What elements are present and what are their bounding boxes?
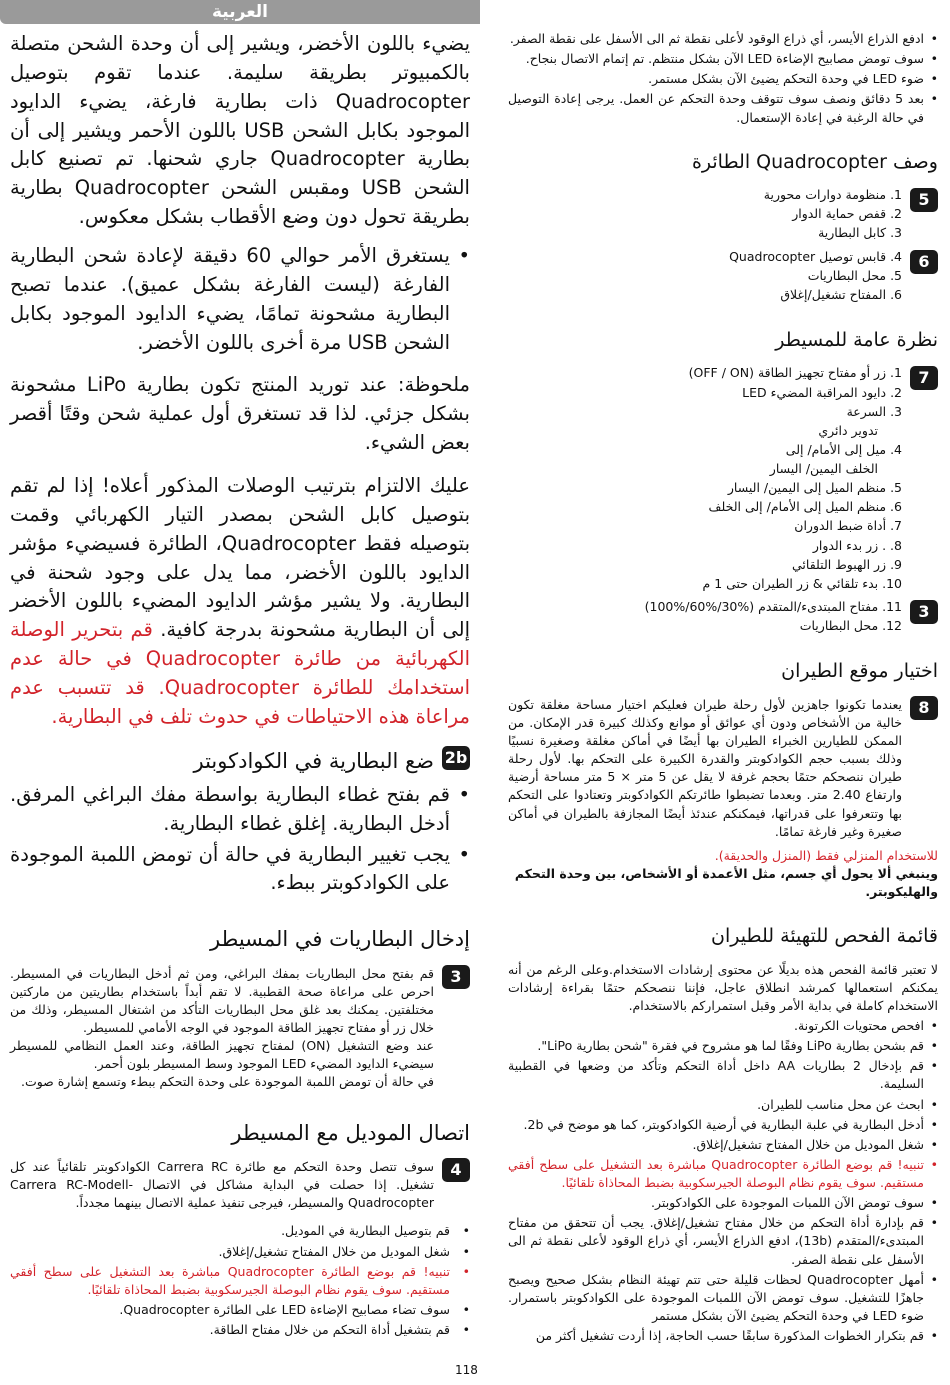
overview-title: نظرة عامة للمسيطر — [775, 328, 938, 351]
overview-item: 5. منظم الميل إلى اليمين/ اليسار — [727, 480, 902, 496]
flight-site-title: اختيار موقع الطيران — [781, 660, 938, 683]
lipo-note: ملحوظة: عند توريد المنتج تكون بطارية LiPo مشحونة بشكل جزئي. لذا قد تستغرق أول عملية شحن وقتًا أقصر بعض الشيء. — [10, 373, 470, 455]
step-3-extra: عند وضع التشغيل (ON) لمفتاح تجهيز الطاقة، وعند العمل النظامي للمسيطر سيضيء الدايود المضيء LED الموجود وسط المسيطر بلون أحمر. — [10, 1038, 434, 1072]
line-of-sight-note: وينبغي ألا يحول أي جسم، مثل الأعمدة أو الأشخاص، بين وحدة التحكم والهليكوبتر. — [514, 865, 938, 900]
checklist — [508, 1017, 938, 1345]
figure-badge-3: 3 — [442, 965, 470, 989]
overview-group-7 — [508, 364, 938, 594]
description-item: 3. كابل البطارية — [818, 225, 902, 241]
description-item: 1. منظومة دوارات محورية — [763, 187, 902, 203]
pairing-bullet: • سوف تضاء مصابيح الإضاءة LED على الطائرة Quadrocopter. — [10, 1301, 470, 1319]
checklist-item: • قم بإدارة أداة التحكم من خلال مفتاح تشغيل/إغلاق. يجب أن تتحقق من مفتاح المبتدىء/المتقدم (13b)، ادفع الذراع الأيسر، أي ذراع الوقود لأعلى نقطة ثم الى الأسفل على نقطة الصفر. — [508, 1214, 938, 1268]
figure-badge-4: 4 — [442, 1158, 470, 1182]
pairing-bullet: • قم بتوصيل البطارية في الموديل. — [10, 1222, 470, 1240]
description-item: 2. قفص حماية الدوار — [792, 206, 902, 222]
step-3-extra: في حالة أن تومض اللمبة الموجودة على وحدة التحكم ببطء وتسمع إشارة صوت. — [20, 1074, 434, 1090]
checklist-item: • قم بتكرار الخطوات المذكورة سابقًا حسب الحاجة، إذا أردت تشغيل أكثر من — [508, 1327, 938, 1345]
flight-site-block — [508, 696, 938, 841]
overview-item: 3. السرعة — [846, 403, 902, 419]
description-item: 5. محل البطاريات — [807, 267, 902, 283]
charging-time-bullet: • يستغرق الأمر حوالي 60 دقيقة لإعادة شحن البطارية الفارغة (ليست الفارغة بشكل عميق). عندما تصبح البطارية مشحونة تمامًا، يضيء الدايود الموجود بكابل الشحن USB مرة أخرى باللون الأخضر. — [10, 242, 470, 357]
battery-insert-bullet: • قم بفتح غطاء البطارية بواسطة مفك البراغي المرفق. أدخل البطارية. إغلق غطاء البطارية. — [10, 781, 470, 839]
pairing-warning-bullet: • تنبيه! قم بوضع الطائرة Quadrocopter مباشرة بعد التشغيل على سطح أفقي مستقيم. سوف يقوم نظام البوصلة الجيرسكوبية بضبط المحاذاة تلقائيًا. — [10, 1263, 470, 1299]
checklist-item: • قم بشحن بطارية LiPo وفقًا لما هو مشروح في فقرة "شحن بطارية LiPo". — [508, 1037, 938, 1055]
figure-badge-2b: 2b — [442, 746, 470, 770]
top-bullet: • بعد 5 دقائق ونصف سوف تتوقف وحدة التحكم عن العمل. يرجى إعادة التوصيل في حالة الرغبة في إعادة الإستعمال. — [508, 90, 938, 126]
battery-insert-heading — [10, 746, 470, 777]
overview-item: 7. أداة ضبط الدوران — [794, 518, 902, 534]
checklist-item: • سوف تومض الآن اللمبات الموجودة على الكوادكوبتر. — [508, 1194, 938, 1212]
step-3 — [10, 965, 470, 1092]
figure-badge-3: 3 — [910, 600, 938, 624]
pairing-bullet: • شغل الموديل من خلال المفتاح تشغيل/إغلاق. — [10, 1243, 470, 1261]
checklist-title: قائمة الفحص للتهيئة للطيران — [710, 925, 938, 948]
flight-site-text: يعندما تكونوا جاهزين لأول رحلة طيران فعليكم اختيار مساحة مغلقة تكون خالية من الأشخاص ودون أي عوائق أو موانع وكذلك كبيرة قدر الإمكان. من الممكن للطيارين الخبراء الطيران بها أيضًا في أماكن مغلقة وصغيرة نسبيًا وذلك بسبب حجم الكوادكوبتر والقدرة الكبيرة على التحكم بها. لأول رحلة طيران ننصحكم حتمًا بحجم غرفة لا يقل عن 5 متر × 5 متر مساحة أرضية وارتفاع 2.40 متر. وبعدما تضبطوا طائرتكم الكوادكوبتر وتعتادوا على التحكم بها وتتعرفوا على قدراتها، فيمكنكم عندئذ أيضًا المجازفة بالطيران في أماكن صغيرة وغير فارغة تمامًا. — [508, 696, 902, 839]
connection-order-text: عليك الالتزام بترتيب الوصلات المذكور أعلاه! إذا لم تقم بتوصيل كابل الشحن بمصدر التيار الكهربائي وقمت بتوصيله فقط Quadrocopter، الطائرة فسيضيء مؤشر الدايود باللون الأخضر، مما يدل على وجود شحنة في البطارية. ولا يشير مؤشر الدايود المضيء باللون الأخضر إلى أن البطارية مشحونة بدرجة كافية. — [10, 474, 470, 642]
checklist-item: • افحص محتويات الكرتونة. — [508, 1017, 938, 1035]
battery-insert-bullets — [10, 781, 470, 898]
checklist-warning-item: • تنبيه! قم بوضع الطائرة Quadrocopter مباشرة بعد التشغيل على سطح أفقي مستقيم. سوف يقوم نظام البوصلة الجيرسكوبية بضبط المحاذاة تلقائيًا. — [508, 1156, 938, 1192]
home-use-note: للاستخدام المنزلي فقط (المنزل والحديقة). — [714, 847, 938, 863]
step-3-text: قم بفتح محل البطاريات بمفك البراغي، ومن ثم أدخل البطاريات في المسيطر. احرص على مراعاة صحة القطبية. لا تقم أبداً باستخدام بطاريتين من ماركتين مختلفتين. يمكنك بعد غلق محل البطاريات التأكد من اشتغال المسيطر، وذلك من خلال زر أو مفتاح تجهيز الطاقة الموجود في الوجه الأمامي للمسيطر. — [10, 965, 434, 1036]
figure-badge-7: 7 — [910, 366, 938, 390]
top-bullet: • سوف تومض مصابيح الإضاءة LED الآن بشكل منتظم. تم إتمام الاتصال بنجاح. — [508, 50, 938, 68]
checklist-intro: لا تعتبر قائمة الفحص هذه بديلًا عن محتوى إرشادات الاستخدام.وعلى الرغم من أنه يمكنكم استعمالها كمرشد انطلاق عاجل، فإننا ننصحكم حتمًا بقراءة إرشادات الاستخدام كاملة في بداية الأمر وقبل استمراركم بالاستخدام. — [508, 961, 938, 1013]
overview-item: 4. ميل إلى الأمام/ إلى — [785, 441, 902, 457]
description-group-5 — [508, 186, 938, 243]
description-group-6 — [508, 248, 938, 305]
overview-group-3 — [508, 598, 938, 636]
top-bullet: • ادفع الذراع الأيسر، أي ذراع الوقود لأعلى نقطة ثم الى الأسفل على نقطة الصفر. — [508, 30, 938, 48]
right-column — [10, 30, 470, 1347]
connection-order-paragraph — [10, 472, 470, 732]
page-number: 118 — [455, 1363, 478, 1377]
overview-item: 9. زر الهبوط التلقائي — [792, 556, 902, 572]
checklist-item: • أمهل Quadrocopter لحظات قليلة حتى تتم تهيئة النظام بشكل صحيح ويصبح جاهزًا للتشغيل. سوف تومض الآن اللمبات الموجودة على الكوادكوبتر باستمرار. ضوء LED في وحدة التحكم يضيئ الآن بشكل مستمر — [508, 1271, 938, 1325]
overview-item: 12. محل البطاريات — [799, 618, 902, 634]
step-4-text: سوف تتصل وحدة التحكم مع طائرة Carrera RC الكوادكوبتر تلقائياً عند كل تشغيل. إذا حصلت في البداية مشاكل في الاتصال Carrera RC-Modell-Quadrocopter والمسيطر، فيرجى تنفيذ عملية الاتصال بينهما مجدداً. — [10, 1159, 435, 1211]
overview-item: 10. بدء تلقائي & زر الطيران حتى 1 م — [702, 575, 902, 591]
disconnect-warning: قم بتحرير الوصلة الكهربائية من طائرة Quadrocopter في حالة عدم استخدامك للطائرة Quadrocopter. قد تتسبب عدم مراعاة هذه الاحتياطات في حدوث تلف في البطارية. — [10, 618, 470, 728]
figure-badge-5: 5 — [910, 188, 938, 212]
overview-item: الخلف اليمين/ اليسار — [769, 461, 878, 477]
checklist-item: • أدخل البطارية في علبة البطارية في أرضية الكوادكوبتر، كما هو موضح في 2b. — [508, 1116, 938, 1134]
description-item: 4. قابس توصيل Quadrocopter — [729, 248, 902, 264]
overview-item: 6. منظم الميل إلى الأمام/ إلى الخلف — [708, 499, 902, 515]
top-bullet: • ضوء LED في وحدة التحكم يضيئ الآن بشكل مستمر. — [508, 70, 938, 88]
pairing-bullets — [10, 1222, 470, 1339]
checklist-item: • قم بإدخال 2 بطاريات AA داخل أداة التحكم وتأكد من وضعها في القطبية السليمة. — [508, 1057, 938, 1093]
checklist-item: • ابحث عن محل مناسب للطيران. — [508, 1096, 938, 1114]
overview-item: 1. زر أو مفتاح تجهيز الطاقة (OFF / ON) — [688, 365, 902, 381]
figure-badge-6: 6 — [910, 250, 938, 274]
overview-item: 8. . زر بدء الدوار — [812, 537, 902, 553]
overview-item: 11. مفتاح المبتدىء/المتقدم (%30/%60/%100) — [644, 598, 902, 614]
description-title: وصف Quadrocopter الطائرة — [691, 150, 938, 173]
top-bullets — [508, 30, 938, 127]
pairing-title: اتصال الموديل مع المسيطر — [231, 1120, 470, 1145]
battery-insert-bullet: • يجب تغيير البطارية في حالة أن تومض اللمبة الموجودة على الكوادكوبتر ببطء. — [10, 841, 470, 899]
figure-badge-8: 8 — [910, 696, 938, 720]
language-header: العربية — [0, 0, 480, 24]
left-column — [508, 30, 938, 1353]
overview-item: 2. دايود المراقبة المضيء LED — [742, 384, 902, 400]
battery-insert-title: ضع البطارية في الكوادكوبتر — [193, 748, 434, 773]
pairing-bullet: • قم بتشغيل أداة التحكم من خلال مفتاح الطاقة. — [10, 1321, 470, 1339]
overview-item: تدوير دائري — [818, 422, 878, 438]
controller-batteries-title: إدخال البطاريات في المسيطر — [210, 927, 470, 952]
step-4 — [10, 1158, 470, 1212]
checklist-item: • شغل الموديل من خلال المفتاح تشغيل/إغلاق. — [508, 1136, 938, 1154]
charging-bullets — [10, 242, 470, 357]
description-item: 6. المفتاح تشغيل/إغلاق — [780, 286, 902, 302]
charging-paragraph: يضيء باللون الأخضر، ويشير إلى أن وحدة الشحن متصلة بالكمبيوتر بطريقة سليمة. عندما تقوم بتوصيل Quadrocopter ذات بطارية فارغة، يضيء الدايود الموجود بكابل الشحن USB باللون الأحمر ويشير إلى أن بطارية Quadrocopter جاري شحنها. تم تصنيع كابل الشحن USB ومقبس الشحن Quadrocopter بطارية بطريقة تحول دون وضع الأقطاب بشكل معكوس. — [10, 32, 470, 229]
